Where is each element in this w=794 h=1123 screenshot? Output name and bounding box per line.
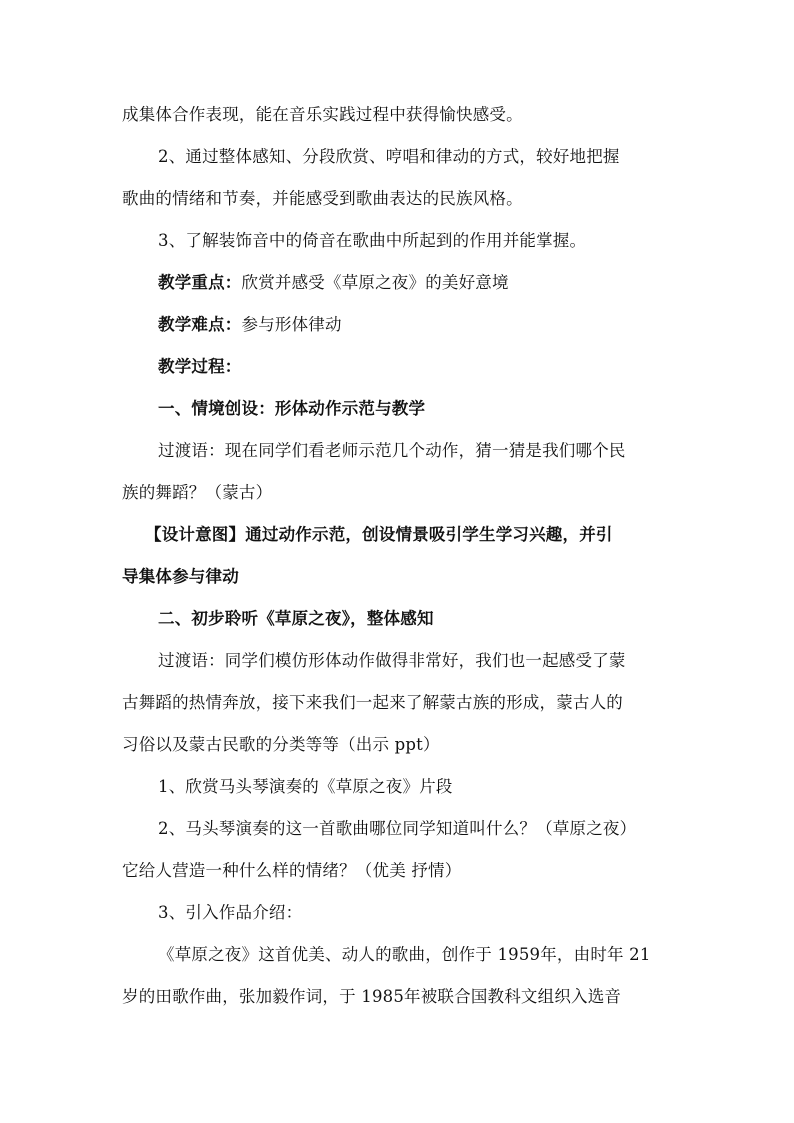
list-item-3-line: 3、了解装饰音中的倚音在歌曲中所起到的作用并能掌握。: [158, 231, 587, 250]
teaching-difficulty-label: 教学难点：: [158, 315, 242, 334]
list-item-3-line: 3、引入作品介绍：: [158, 903, 303, 922]
body-line: 成集体合作表现，能在音乐实践过程中获得愉快感受。: [122, 105, 523, 124]
design-intent-line: 【设计意图】通过动作示范，创设情景吸引学生学习兴趣，并引: [145, 525, 613, 544]
list-item-1-line: 1、欣赏马头琴演奏的《草原之夜》片段: [158, 777, 453, 796]
transition-line: 过渡语：现在同学们看老师示范几个动作，猜一猜是我们哪个民: [158, 441, 626, 460]
list-item-2-line: 2、通过整体感知、分段欣赏、哼唱和律动的方式，较好地把握: [158, 147, 620, 166]
body-line: 族的舞蹈？（蒙古）: [122, 483, 273, 502]
list-item-2-line: 2、马头琴演奏的这一首歌曲哪位同学知道叫什么？（草原之夜）: [158, 819, 637, 838]
body-line: 岁的田歌作曲，张加毅作词，于 1985年被联合国教科文组织入选音: [122, 987, 622, 1006]
body-line: 歌曲的情绪和节奏，并能感受到歌曲表达的民族风格。: [122, 189, 523, 208]
body-line: 古舞蹈的热情奔放，接下来我们一起来了解蒙古族的形成，蒙古人的: [122, 693, 623, 712]
teaching-focus: [158, 272, 718, 294]
teaching-focus-label: 教学重点：: [158, 273, 242, 292]
design-intent-line: 导集体参与律动: [122, 567, 239, 586]
body-line: 它给人营造一种什么样的情绪？（优美 抒情）: [122, 861, 462, 880]
teaching-difficulty: [158, 314, 718, 336]
teaching-focus-text: 欣赏并感受《草原之夜》的美好意境: [241, 273, 509, 292]
section-one-heading: 一、情境创设：形体动作示范与教学: [158, 399, 426, 418]
teaching-difficulty-text: 参与形体律动: [241, 315, 342, 334]
intro-line: 《草原之夜》这首优美、动人的歌曲，创作于 1959年，由时年 21: [158, 945, 651, 964]
teaching-process-heading: 教学过程：: [158, 357, 242, 376]
body-line: 习俗以及蒙古民歌的分类等等（出示 ppt）: [122, 735, 440, 754]
section-two-heading: 二、初步聆听《草原之夜》，整体感知: [158, 609, 434, 628]
transition-line: 过渡语：同学们模仿形体动作做得非常好，我们也一起感受了蒙: [158, 651, 626, 670]
